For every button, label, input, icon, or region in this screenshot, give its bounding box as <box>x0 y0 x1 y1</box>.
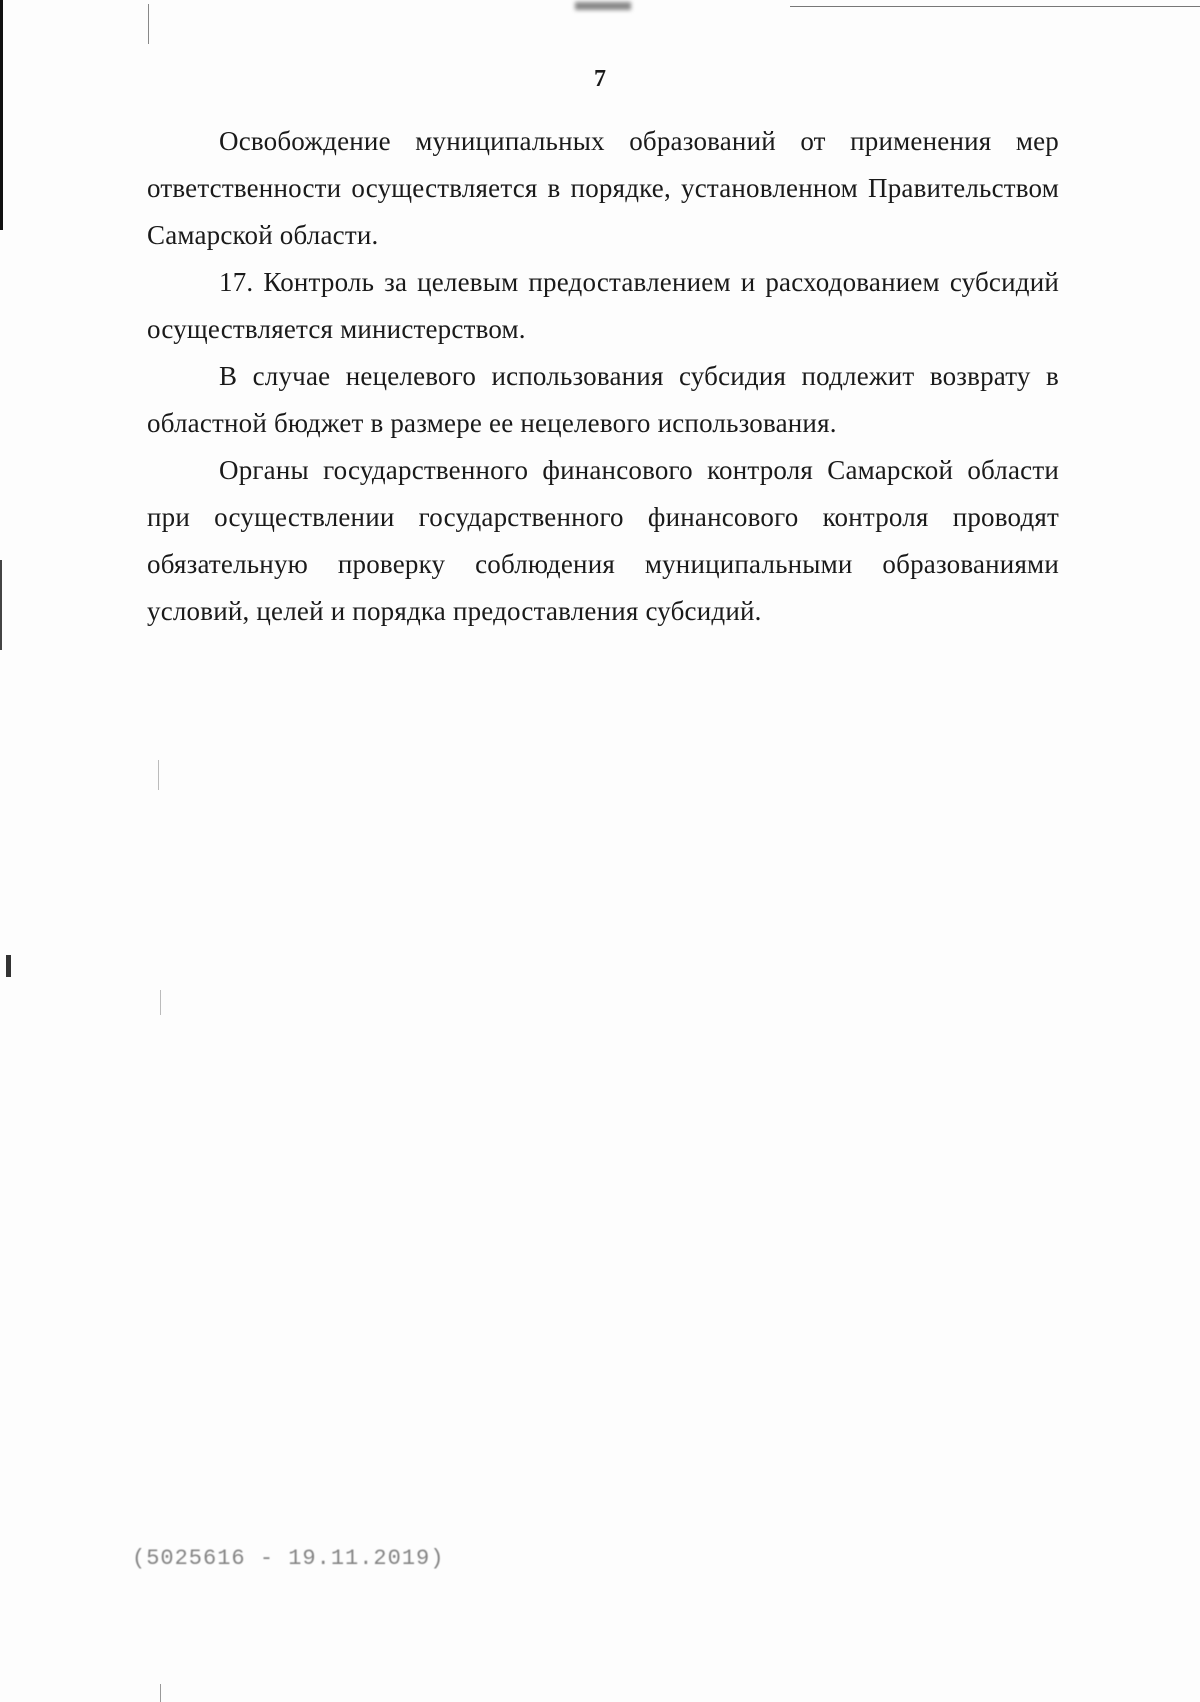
scan-top-rule <box>790 6 1200 7</box>
paragraph: Освобождение муниципальных образований от применения мер ответственности осуществляется в порядке, установленном Правительством Самарской области. <box>147 126 1059 250</box>
scan-edge-mark <box>0 560 2 650</box>
scan-tick-mark <box>148 4 149 44</box>
scan-faint-line <box>158 760 159 790</box>
scan-edge-mark <box>0 0 3 230</box>
scan-code-stamp: (5025616 - 19.11.2019) <box>132 1546 445 1571</box>
paragraph: В случае нецелевого использования субсидия подлежит возврату в областной бюджет в размере ее нецелевого использования. <box>147 361 1059 438</box>
paragraph: 17. Контроль за целевым предоставлением и расходованием субсидий осуществляется министерством. <box>147 267 1059 344</box>
scan-tick-mark <box>160 1684 161 1702</box>
paragraph: Органы государственного финансового контроля Самарской области при осуществлении государственного финансового контроля проводят обязательную проверку соблюдения муниципальными образованиями условий, целей и порядка предоставления субсидий. <box>147 455 1059 626</box>
document-body <box>147 118 1059 635</box>
page-number: 7 <box>594 66 606 92</box>
scan-tick-mark <box>6 955 11 977</box>
scan-smudge <box>575 2 631 10</box>
scan-faint-line <box>160 990 161 1015</box>
